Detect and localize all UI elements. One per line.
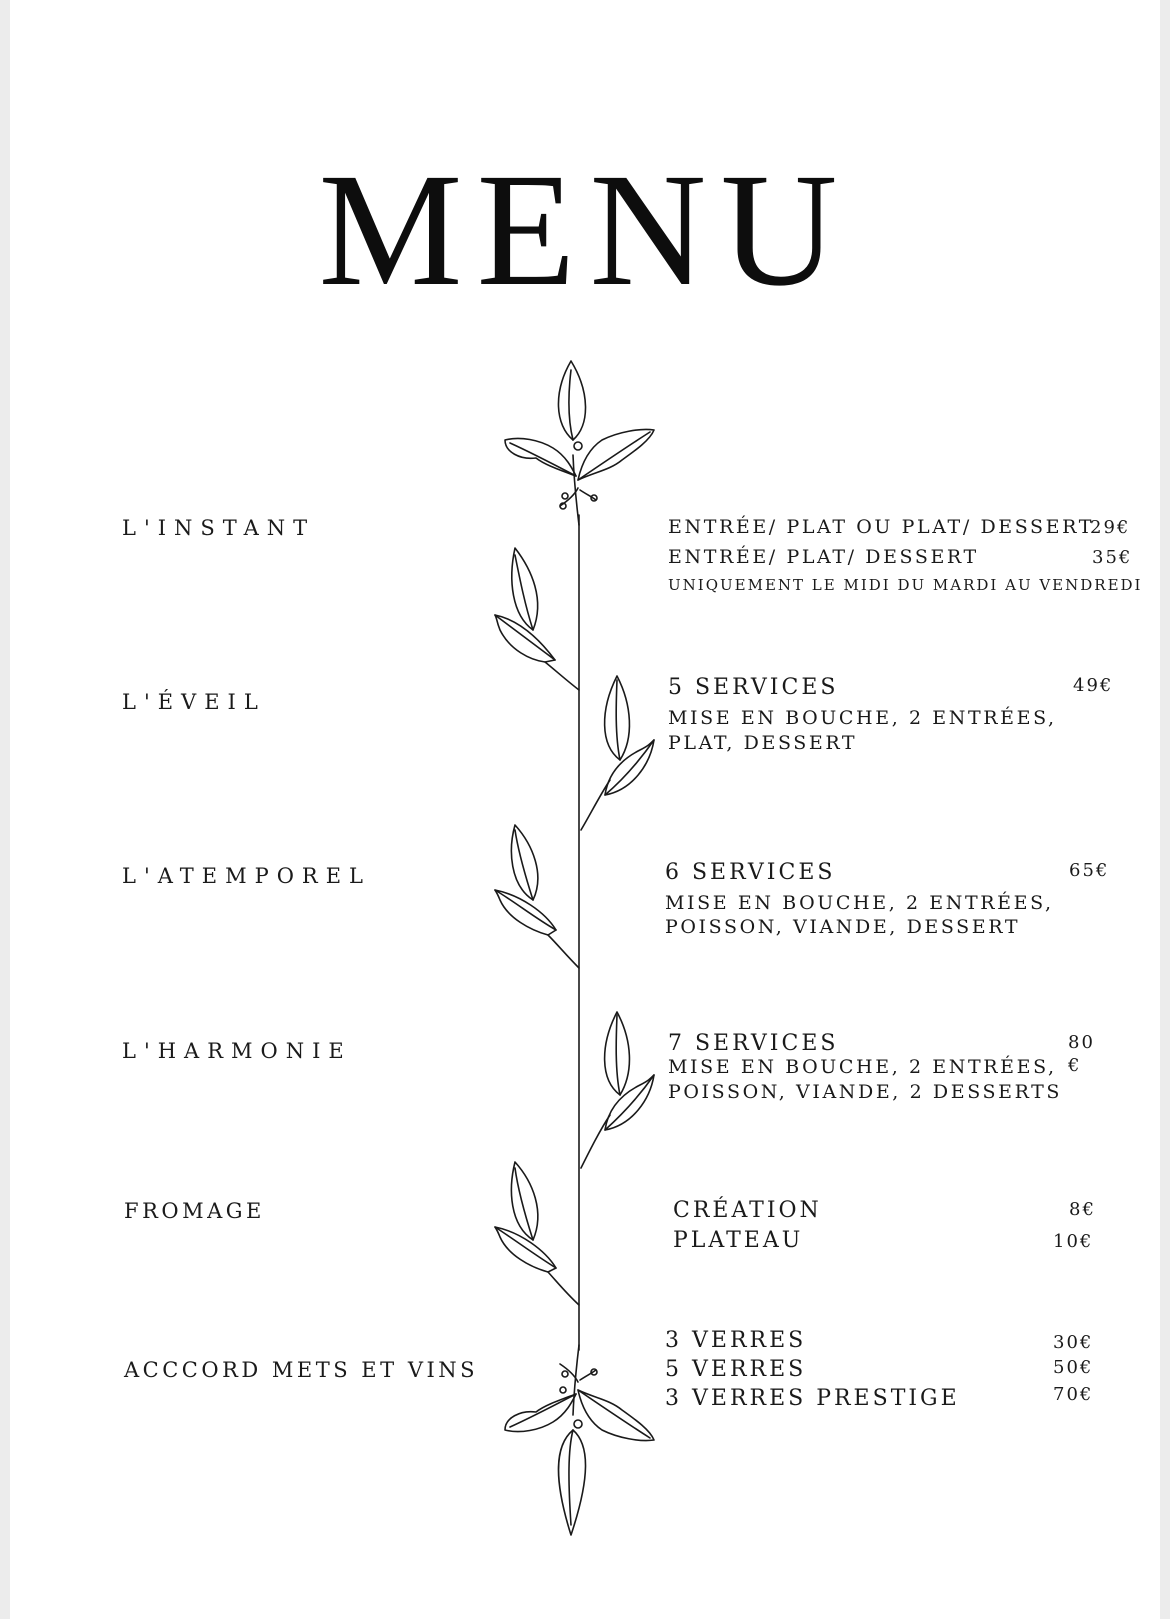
harmonie-price-number: 80 [1068, 1032, 1095, 1053]
fromage-item-creation-price: 8€ [1069, 1199, 1096, 1220]
eveil-description-2: PLAT, DESSERT [668, 732, 858, 754]
section-name-atemporel: L'ATEMPOREL [122, 864, 372, 888]
instant-line-1: ENTRÉE/ PLAT OU PLAT/ DESSERT [668, 516, 1094, 538]
instant-line-2: ENTRÉE/ PLAT/ DESSERT [668, 546, 979, 568]
fromage-item-plateau: PLATEAU [673, 1228, 804, 1253]
section-name-harmonie: L'HARMONIE [122, 1039, 352, 1063]
section-name-accord: ACCCORD METS ET VINS [124, 1358, 479, 1382]
accord-item-prestige-price: 70€ [1053, 1384, 1094, 1405]
section-name-eveil: L'ÉVEIL [122, 690, 266, 714]
accord-item-3-verres-price: 30€ [1053, 1332, 1094, 1353]
atemporel-description-1: MISE EN BOUCHE, 2 ENTRÉES, [665, 892, 1054, 914]
atemporel-price: 65€ [1069, 860, 1110, 881]
accord-item-prestige: 3 VERRES PRESTIGE [665, 1386, 960, 1411]
eveil-price: 49€ [1073, 675, 1114, 696]
atemporel-description-2: POISSON, VIANDE, DESSERT [665, 916, 1021, 938]
atemporel-services: 6 SERVICES [665, 860, 836, 885]
instant-note: UNIQUEMENT LE MIDI DU MARDI AU VENDREDI [668, 576, 1143, 594]
fromage-item-plateau-price: 10€ [1053, 1231, 1094, 1252]
harmonie-description-1: MISE EN BOUCHE, 2 ENTRÉES, [668, 1056, 1057, 1078]
fromage-item-creation: CRÉATION [673, 1198, 822, 1223]
accord-item-5-verres: 5 VERRES [665, 1357, 807, 1382]
harmonie-services: 7 SERVICES [668, 1031, 839, 1056]
harmonie-price-currency: € [1068, 1055, 1082, 1076]
instant-line-1-price: 29€ [1090, 517, 1131, 538]
eveil-services: 5 SERVICES [668, 675, 839, 700]
harmonie-description-2: POISSON, VIANDE, 2 DESSERTS [668, 1081, 1063, 1103]
menu-title: MENU [318, 141, 852, 320]
section-name-instant: L'INSTANT [122, 516, 316, 540]
accord-item-3-verres: 3 VERRES [665, 1328, 807, 1353]
section-name-fromage: FROMAGE [124, 1199, 265, 1223]
instant-line-2-price: 35€ [1092, 547, 1133, 568]
accord-item-5-verres-price: 50€ [1053, 1357, 1094, 1378]
eveil-description-1: MISE EN BOUCHE, 2 ENTRÉES, [668, 707, 1057, 729]
